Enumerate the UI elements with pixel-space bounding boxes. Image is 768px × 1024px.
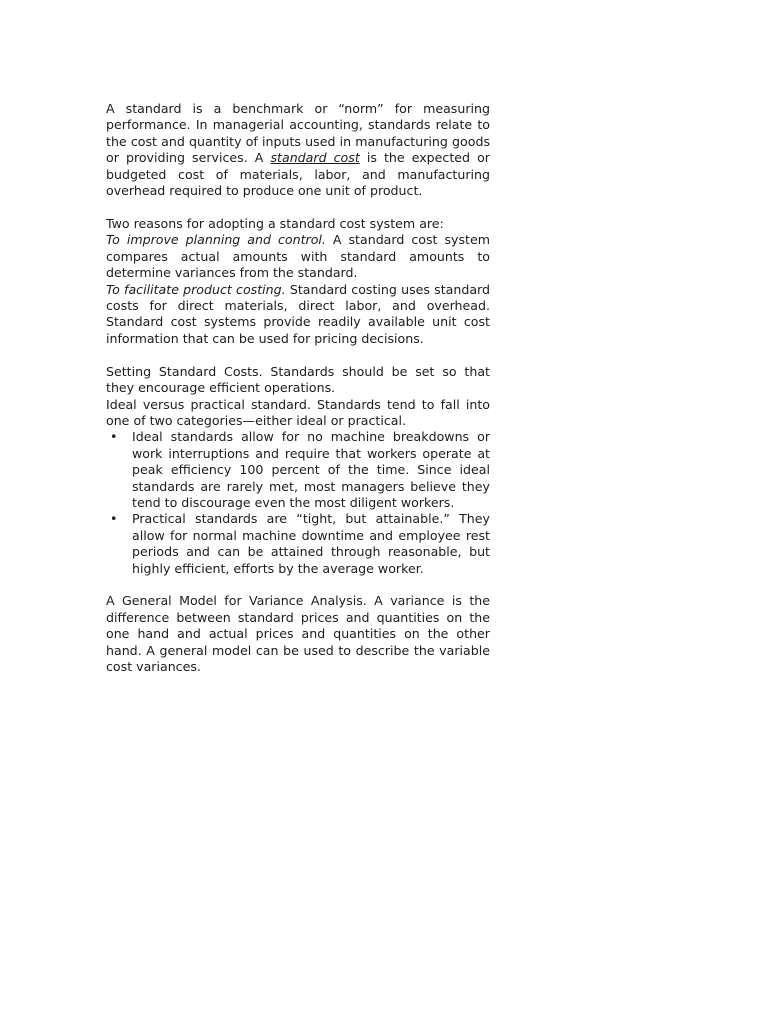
list-item-ideal-standards [106, 429, 490, 511]
reason-product-costing-heading: To facilitate product costing. [106, 281, 286, 297]
reason-planning-control-text: A standard cost system compares actual amounts with standard amounts to determine variances from the standard. [106, 232, 490, 281]
reason-planning-control-heading: To improve planning and control. [106, 232, 326, 248]
standards-bullet-list [106, 429, 490, 577]
reason-product-costing [106, 282, 490, 348]
standard-cost-definition-text: is the expected or budgeted cost of materials, labor, and manufacturing overhead required to produce one unit of product. [106, 150, 490, 199]
list-item-practical-standards [106, 511, 490, 577]
list-item-text: Ideal standards allow for no machine breakdowns or work interruptions and require that workers operate at peak efficiency 100 percent of the time. Since ideal standards are rarely met, most managers believe they tend to discourage even the most diligent workers. [132, 429, 490, 510]
paragraph-spacer [106, 199, 490, 216]
standard-definition-paragraph [106, 101, 490, 199]
standard-definition-text: A standard is a benchmark or “norm” for measuring performance. In managerial accounting, standards relate to the cost and quantity of inputs used in manufacturing goods or providing services. A [106, 101, 490, 166]
bullet-icon: • [110, 429, 118, 445]
reasons-intro: Two reasons for adopting a standard cost system are: [106, 215, 444, 231]
bullet-icon: • [110, 511, 118, 527]
reason-planning-control [106, 232, 490, 281]
paragraph-spacer [106, 577, 490, 594]
document-body [106, 101, 490, 676]
setting-standard-costs: Setting Standard Costs. Standards should be set so that they encourage efficient operations. [106, 363, 490, 396]
reason-product-costing-text: Standard costing uses standard costs for direct materials, direct labor, and overhead. Standard cost systems provide readily available unit cost information that can be used for pricing decisions. [106, 281, 490, 346]
variance-analysis-paragraph: A General Model for Variance Analysis. A variance is the difference between standard prices and quantities on the one hand and actual prices and quantities on the other hand. A general model can be used to describe the variable cost variances. [106, 593, 490, 675]
paragraph-spacer [106, 347, 490, 364]
standard-cost-term: standard cost [270, 150, 360, 166]
list-item-text: Practical standards are “tight, but attainable.” They allow for normal machine downtime and employee rest periods and can be attained through reasonable, but highly efficient, efforts by the average worker. [132, 511, 490, 576]
ideal-vs-practical: Ideal versus practical standard. Standards tend to fall into one of two categories—either ideal or practical. [106, 396, 490, 428]
